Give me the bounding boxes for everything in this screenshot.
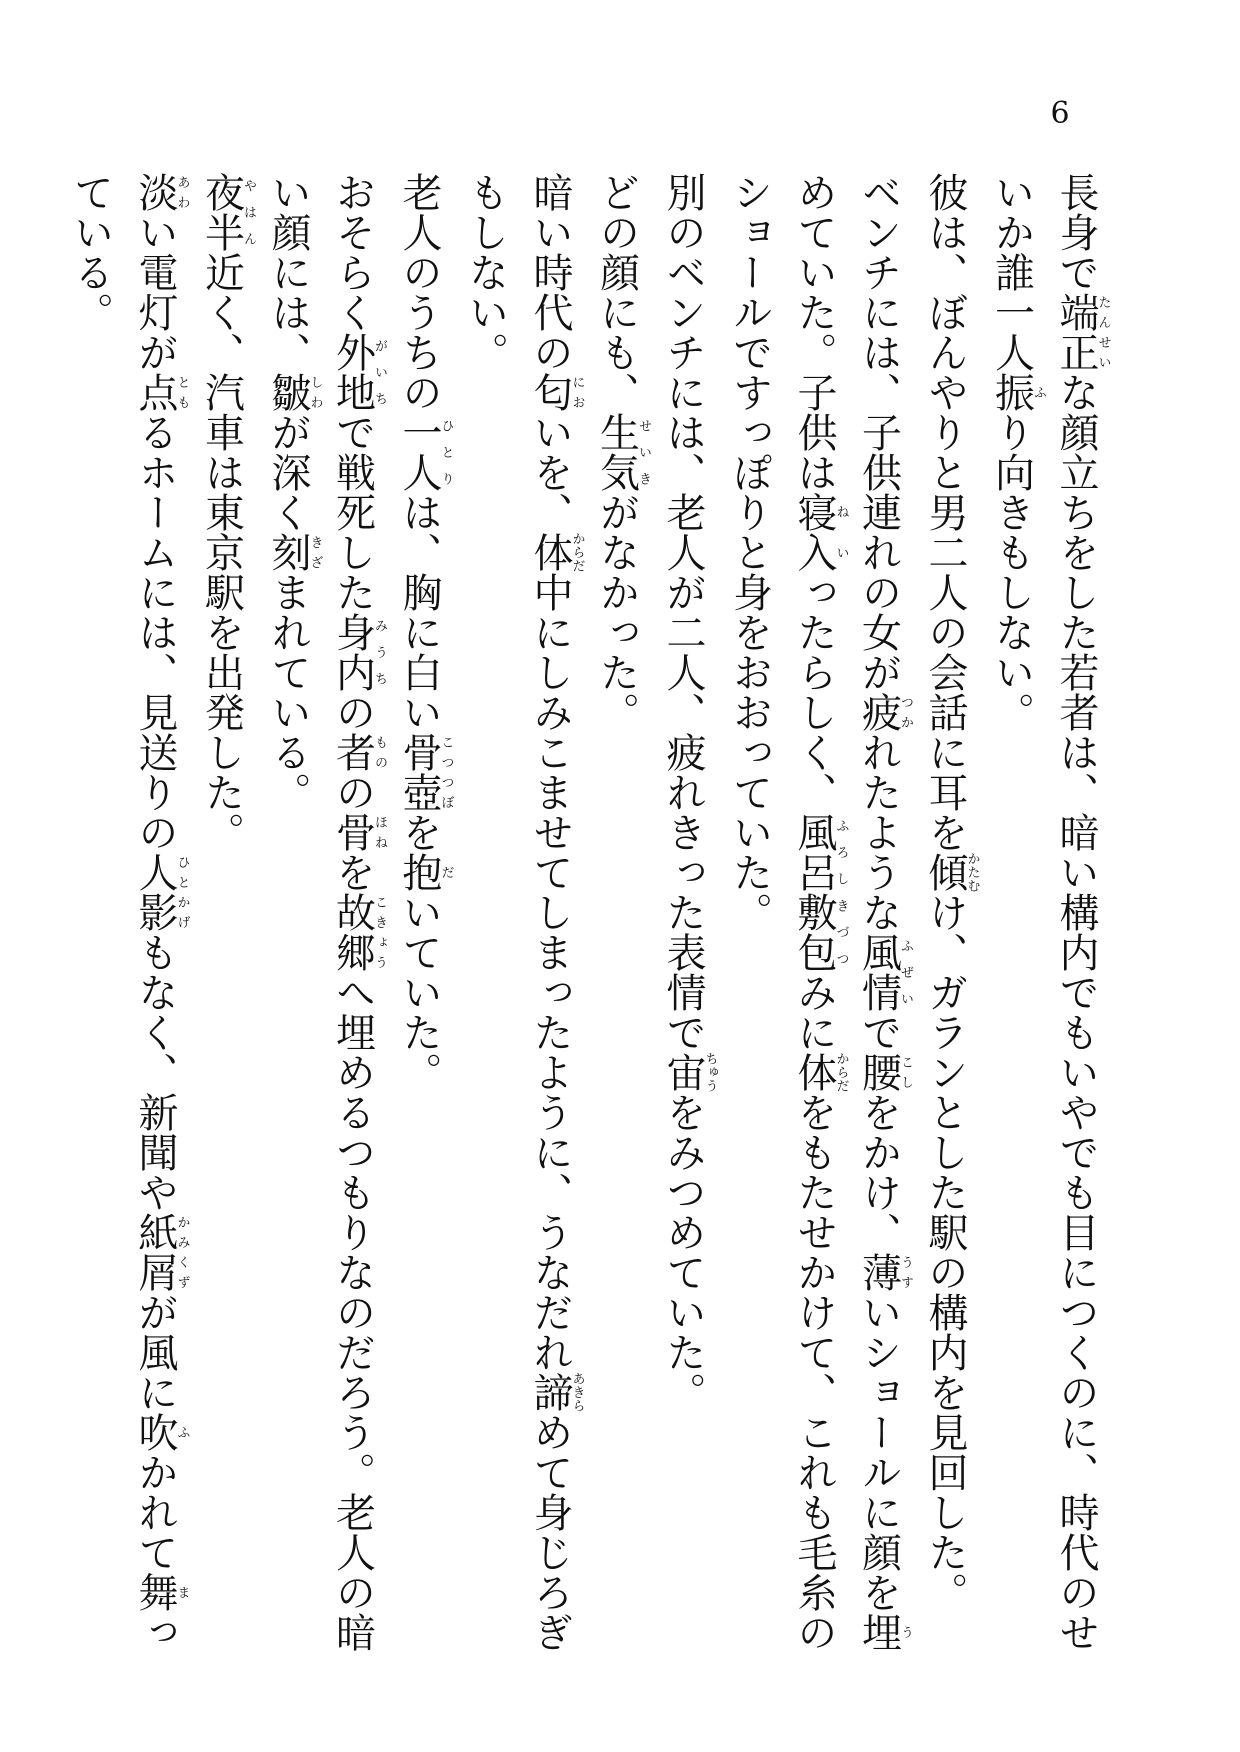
text-run: いていた。 (396, 892, 442, 1092)
ruby-word (791, 1052, 849, 1092)
paragraph (913, 172, 980, 1652)
ruby-base: 故郷 (329, 892, 376, 972)
ruby-reading: あきら (569, 1372, 585, 1412)
ruby-word (1053, 292, 1111, 372)
text-run: れたような (855, 732, 902, 932)
paragraph (189, 172, 256, 1652)
text-run: もなく、新聞や (132, 932, 178, 1212)
ruby-word (855, 1252, 913, 1292)
ruby-word (791, 492, 849, 572)
text-run: 老人のうちの (396, 172, 442, 412)
ruby-base: 振 (988, 372, 1035, 412)
text-run: け、ガランとした駅の構内を見回した。 (922, 892, 968, 1612)
ruby-reading: ねい (833, 492, 849, 572)
ruby-base: 刻 (265, 532, 311, 572)
text-run: 中にしみこませてしまったように、うなだれ (527, 572, 573, 1372)
ruby-word (329, 892, 387, 972)
ruby-reading: ふぜい (898, 932, 913, 1012)
text-run: を (329, 852, 376, 892)
ruby-reading: こつつぼ (438, 732, 454, 812)
ruby-reading: ふろしきづつ (833, 812, 849, 972)
ruby-base: 紙屑 (132, 1212, 178, 1292)
text-run: が風に (132, 1292, 178, 1412)
vertical-text-body (67, 172, 1111, 1652)
text-run: の (329, 692, 376, 732)
text-run: は、胸に白い (396, 492, 442, 732)
ruby-base: 埋 (855, 1612, 902, 1652)
ruby-word (988, 372, 1046, 412)
paragraph (256, 172, 387, 1652)
text-run: 長身で (1053, 172, 1099, 292)
ruby-word (329, 612, 387, 692)
ruby-word (329, 332, 387, 412)
ruby-word (265, 532, 323, 572)
ruby-reading: だ (438, 852, 454, 892)
ruby-word (396, 852, 454, 892)
ruby-word (593, 412, 651, 492)
ruby-base: 骨 (329, 812, 376, 852)
ruby-base: 体 (527, 532, 573, 572)
text-run: いを、 (527, 412, 573, 532)
ruby-reading: うす (898, 1252, 913, 1292)
ruby-base: 身内 (329, 612, 376, 692)
text-run: みに (791, 972, 837, 1052)
ruby-base: 宙 (660, 1052, 706, 1092)
ruby-base: 体 (791, 1052, 837, 1092)
paragraph (387, 172, 454, 1652)
ruby-reading: からだ (569, 532, 585, 572)
text-run: 別のベンチには、老人が二人、疲れきった表情で (660, 172, 706, 1052)
ruby-reading: ふ (174, 1412, 190, 1452)
text-run: へ埋めるつもりなのだろう。老人の暗い顔には、 (265, 172, 376, 1652)
text-run: まれている。 (265, 572, 311, 812)
ruby-word (527, 1372, 585, 1412)
ruby-word (198, 172, 256, 252)
ruby-base: 外地 (329, 332, 376, 412)
ruby-reading: ま (174, 1572, 190, 1612)
ruby-reading: とも (174, 372, 190, 412)
ruby-reading: こし (898, 1052, 913, 1092)
text-run: をもたせかけて、これも毛糸のショールですっぽりと身をおおっていた。 (726, 172, 837, 1652)
paragraph (584, 172, 651, 1652)
ruby-base: 抱 (396, 852, 442, 892)
ruby-word (396, 412, 454, 492)
ruby-reading: ちゅう (702, 1052, 718, 1092)
ruby-base: 風情 (855, 932, 902, 1012)
ruby-reading: かたむ (964, 852, 980, 892)
paragraph (58, 172, 189, 1652)
paragraph (453, 172, 584, 1652)
ruby-reading: ひとかげ (174, 852, 190, 932)
text-run: るホームには、見送りの (132, 412, 178, 852)
page-number: 6 (1050, 96, 1070, 131)
text-run: が深く (265, 412, 311, 532)
ruby-reading: やはん (241, 172, 256, 252)
ruby-word (265, 372, 323, 412)
text-run: がなかった。 (593, 492, 640, 732)
ruby-base: 匂 (527, 372, 573, 412)
ruby-base: 吹 (132, 1412, 178, 1452)
ruby-reading: ほね (372, 812, 387, 852)
text-run: いショールに顔を (855, 1292, 902, 1612)
ruby-word (791, 812, 849, 972)
paragraph (651, 172, 718, 1652)
ruby-reading: ひとり (438, 412, 454, 492)
ruby-reading: みうち (372, 612, 387, 692)
ruby-word (132, 1212, 190, 1292)
ruby-reading: せいき (636, 412, 651, 492)
ruby-base: 腰 (855, 1052, 902, 1092)
text-run: ったらしく、 (791, 572, 837, 812)
ruby-word (132, 172, 190, 212)
text-run: で戦死した (329, 412, 376, 612)
text-run: の (329, 772, 376, 812)
ruby-base: 点 (132, 372, 178, 412)
ruby-word (527, 372, 585, 412)
ruby-base: 諦 (527, 1372, 573, 1412)
ruby-word (855, 692, 913, 732)
text-run: で (855, 1012, 902, 1052)
text-run: い電灯が (132, 212, 178, 372)
ruby-base: 舞 (132, 1572, 178, 1612)
ruby-reading: きざ (307, 532, 323, 572)
ruby-reading: こきょう (372, 892, 387, 972)
ruby-reading: しわ (307, 372, 323, 412)
ruby-word (329, 732, 387, 772)
ruby-word (855, 1612, 913, 1652)
ruby-reading: にお (569, 372, 585, 412)
text-run: めていた。子供は (791, 172, 837, 492)
text-run: な顔立ちをした若者は、暗い構内でもいやでも目につくのに、時代のせいか誰一人 (988, 172, 1099, 1652)
ruby-word (922, 852, 980, 892)
ruby-reading: からだ (833, 1052, 849, 1092)
ruby-base: 骨壺 (396, 732, 442, 812)
ruby-word (132, 1572, 190, 1612)
ruby-base: 人影 (132, 852, 178, 932)
ruby-word (855, 1052, 913, 1092)
ruby-base: 風呂敷包 (791, 812, 837, 972)
ruby-reading: もの (372, 732, 387, 772)
ruby-word (396, 732, 454, 812)
ruby-base: 疲 (855, 692, 902, 732)
ruby-word (132, 1412, 190, 1452)
text-run: かれて (132, 1452, 178, 1572)
ruby-base: 端正 (1053, 292, 1099, 372)
ruby-base: 一人 (396, 412, 442, 492)
ruby-reading: がいち (372, 332, 387, 412)
text-run: 彼は、ぼんやりと男二人の会話に耳を (922, 172, 968, 852)
ruby-reading: たんせい (1095, 292, 1111, 372)
ruby-word (132, 852, 190, 932)
ruby-base: 淡 (132, 172, 178, 212)
paragraph (717, 172, 913, 1652)
ruby-reading: ふ (1031, 372, 1046, 412)
text-run: をみつめていた。 (660, 1092, 706, 1412)
text-run: ベンチには、子供連れの女が (855, 172, 902, 692)
ruby-base: 寝入 (791, 492, 837, 572)
ruby-base: 薄 (855, 1252, 902, 1292)
paragraph (979, 172, 1110, 1652)
text-run: をかけ、 (855, 1092, 902, 1252)
text-run: を (396, 812, 442, 852)
text-run: 近く、汽車は東京駅を出発した。 (198, 252, 245, 852)
ruby-word (855, 932, 913, 1012)
ruby-base: 傾 (922, 852, 968, 892)
ruby-word (329, 812, 387, 852)
ruby-word (132, 372, 190, 412)
ruby-reading: つか (898, 692, 913, 732)
text-run: めて身じろぎもしない。 (462, 172, 573, 1652)
text-run: どの顔にも、 (593, 172, 640, 412)
text-run: り向きもしない。 (988, 412, 1035, 732)
ruby-word (527, 532, 585, 572)
ruby-reading: かみくず (174, 1212, 190, 1292)
text-run: っている。 (67, 172, 178, 1652)
ruby-base: 者 (329, 732, 376, 772)
text-run: おそらく (329, 172, 376, 332)
text-run: 暗い時代の (527, 172, 573, 372)
ruby-base: 夜半 (198, 172, 245, 252)
ruby-reading: う (898, 1612, 913, 1652)
ruby-base: 皺 (265, 372, 311, 412)
ruby-reading: あわ (174, 172, 190, 212)
ruby-base: 生気 (593, 412, 640, 492)
ruby-word (660, 1052, 718, 1092)
